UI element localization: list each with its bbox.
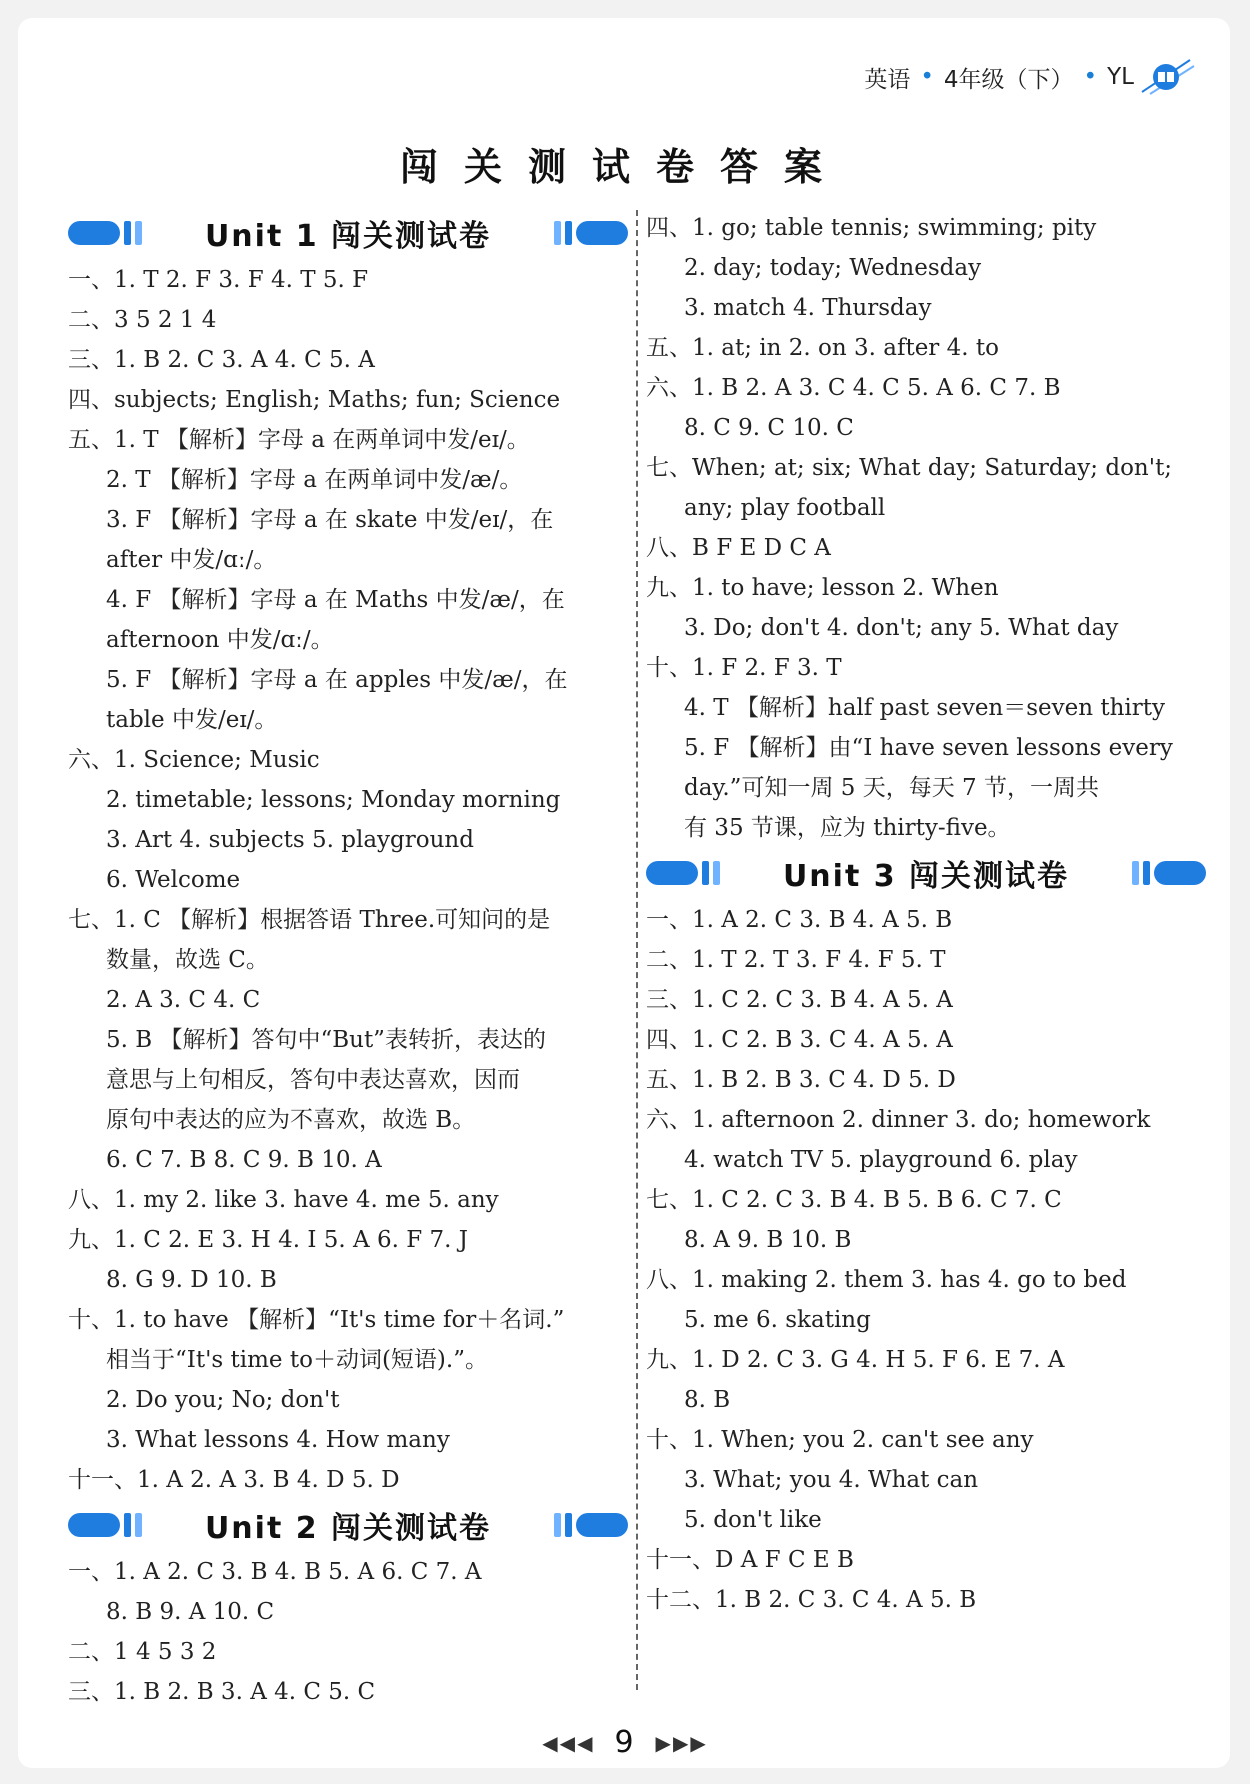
answer-line: 十一、1. A 2. A 3. B 4. D 5. D <box>68 1467 400 1493</box>
answer-line: 意思与上句相反，答句中表达喜欢，因而 <box>106 1067 520 1093</box>
answer-line: 五、1. at; in 2. on 3. after 4. to <box>646 335 999 361</box>
book-icon <box>1144 58 1182 96</box>
answer-line: 十、1. to have 【解析】“It's time for＋名词.” <box>68 1307 565 1333</box>
answer-line: 5. don't like <box>684 1507 822 1533</box>
answer-line: 6. C 7. B 8. C 9. B 10. A <box>106 1147 382 1173</box>
answer-line: 八、1. my 2. like 3. have 4. me 5. any <box>68 1187 499 1213</box>
unit-1-answers <box>68 260 628 1500</box>
column-divider <box>636 210 638 1690</box>
right-column <box>646 208 1206 1620</box>
answer-line: 2. T 【解析】字母 a 在两单词中发/æ/。 <box>106 467 523 493</box>
heading-decoration-left <box>68 1513 142 1537</box>
answer-line: 6. Welcome <box>106 867 241 893</box>
answer-line: 六、1. afternoon 2. dinner 3. do; homework <box>646 1107 1151 1133</box>
answer-line: any; play football <box>684 495 886 521</box>
answer-line: 二、3 5 2 1 4 <box>68 307 217 333</box>
edition-label: YL <box>1107 64 1134 90</box>
answer-line: 二、1 4 5 3 2 <box>68 1639 217 1665</box>
answer-line: 5. B 【解析】答句中“But”表转折，表达的 <box>106 1027 546 1053</box>
answer-line: table 中发/eɪ/。 <box>106 707 278 733</box>
answer-line: 十二、1. B 2. C 3. C 4. A 5. B <box>646 1587 977 1613</box>
heading-decoration-right <box>554 1513 628 1537</box>
answer-line: 二、1. T 2. T 3. F 4. F 5. T <box>646 947 946 973</box>
answer-line: 十、1. When; you 2. can't see any <box>646 1427 1034 1453</box>
left-column <box>68 208 628 1712</box>
unit-2-answers-part-2 <box>646 208 1206 848</box>
answer-line: 5. me 6. skating <box>684 1307 871 1333</box>
answer-line: 九、1. to have; lesson 2. When <box>646 575 999 601</box>
heading-decoration-left <box>646 861 720 885</box>
answer-line: 数量，故选 C。 <box>106 947 269 973</box>
answer-line: 8. A 9. B 10. B <box>684 1227 852 1253</box>
grade-label: 4年级（下） <box>943 66 1074 93</box>
answer-line: day.”可知一周 5 天，每天 7 节，一周共 <box>684 775 1099 801</box>
answer-line: 4. watch TV 5. playground 6. play <box>684 1147 1078 1173</box>
answer-line: 六、1. Science; Music <box>68 747 320 773</box>
answer-line: 八、1. making 2. them 3. has 4. go to bed <box>646 1267 1127 1293</box>
answer-line: 四、1. C 2. B 3. C 4. A 5. A <box>646 1027 953 1053</box>
heading-decoration-right <box>1132 861 1206 885</box>
unit-1-heading <box>68 210 628 256</box>
answer-line: 3. match 4. Thursday <box>684 295 932 321</box>
right-arrows-icon: ▶ ▶ ▶ <box>655 1730 706 1755</box>
unit-3-answers <box>646 900 1206 1620</box>
answer-line: 4. F 【解析】字母 a 在 Maths 中发/æ/，在 <box>106 587 565 613</box>
answer-line: 8. G 9. D 10. B <box>106 1267 277 1293</box>
unit-2-title: Unit 2 闯关测试卷 <box>204 1511 492 1546</box>
answer-line: 原句中表达的应为不喜欢，故选 B。 <box>106 1107 476 1133</box>
answer-line: 七、1. C 【解析】根据答语 Three.可知问的是 <box>68 907 551 933</box>
answer-line: 8. B 9. A 10. C <box>106 1599 275 1625</box>
answer-line: 2. Do you; No; don't <box>106 1387 340 1413</box>
unit-1-title: Unit 1 闯关测试卷 <box>204 219 492 254</box>
answer-line: 九、1. C 2. E 3. H 4. I 5. A 6. F 7. J <box>68 1227 468 1253</box>
answer-line: 5. F 【解析】字母 a 在 apples 中发/æ/，在 <box>106 667 568 693</box>
answer-line: 一、1. A 2. C 3. B 4. B 5. A 6. C 7. A <box>68 1559 482 1585</box>
answer-line: 五、1. T 【解析】字母 a 在两单词中发/eɪ/。 <box>68 427 530 453</box>
answer-line: 五、1. B 2. B 3. C 4. D 5. D <box>646 1067 956 1093</box>
answer-line: 3. F 【解析】字母 a 在 skate 中发/eɪ/，在 <box>106 507 554 533</box>
answer-line: 一、1. T 2. F 3. F 4. T 5. F <box>68 267 369 293</box>
unit-2-answers-part-1 <box>68 1552 628 1712</box>
page-footer <box>18 1725 1230 1760</box>
answer-line: 四、subjects; English; Maths; fun; Science <box>68 387 561 413</box>
answer-line: 六、1. B 2. A 3. C 4. C 5. A 6. C 7. B <box>646 375 1061 401</box>
answer-line: 4. T 【解析】half past seven＝seven thirty <box>684 695 1166 721</box>
answer-line: 十一、D A F C E B <box>646 1547 854 1573</box>
answer-line: 八、B F E D C A <box>646 535 831 561</box>
answer-line: 5. F 【解析】由“I have seven lessons every <box>684 735 1173 761</box>
answer-page <box>18 18 1230 1768</box>
answer-line: 三、1. B 2. C 3. A 4. C 5. A <box>68 347 375 373</box>
heading-decoration-left <box>68 221 142 245</box>
answer-line: 一、1. A 2. C 3. B 4. A 5. B <box>646 907 953 933</box>
answer-line: 8. C 9. C 10. C <box>684 415 854 441</box>
answer-line: after 中发/ɑː/。 <box>106 547 277 573</box>
answer-line: afternoon 中发/ɑː/。 <box>106 627 334 653</box>
answer-line: 四、1. go; table tennis; swimming; pity <box>646 215 1097 241</box>
answer-line: 3. Art 4. subjects 5. playground <box>106 827 474 853</box>
answer-line: 2. day; today; Wednesday <box>684 255 982 281</box>
answer-line: 3. Do; don't 4. don't; any 5. What day <box>684 615 1119 641</box>
unit-2-heading <box>68 1502 628 1548</box>
heading-decoration-right <box>554 221 628 245</box>
answer-line: 8. B <box>684 1387 731 1413</box>
page-title: 闯关测试卷答案 <box>399 145 848 189</box>
answer-line: 三、1. C 2. C 3. B 4. A 5. A <box>646 987 953 1013</box>
answer-line: 九、1. D 2. C 3. G 4. H 5. F 6. E 7. A <box>646 1347 1065 1373</box>
answer-line: 七、When; at; six; What day; Saturday; don't; <box>646 455 1173 481</box>
answer-line: 相当于“It's time to＋动词(短语).”。 <box>106 1347 488 1373</box>
answer-line: 七、1. C 2. C 3. B 4. B 5. B 6. C 7. C <box>646 1187 1062 1213</box>
answer-line: 3. What; you 4. What can <box>684 1467 979 1493</box>
subject-label: 英语 <box>864 66 911 93</box>
answer-line: 十、1. F 2. F 3. T <box>646 655 842 681</box>
page-header: 英语 • 4年级（下） • YL <box>864 58 1182 96</box>
answer-line: 3. What lessons 4. How many <box>106 1427 450 1453</box>
page-number: 9 <box>614 1725 634 1760</box>
answer-line: 2. timetable; lessons; Monday morning <box>106 787 561 813</box>
unit-3-heading <box>646 850 1206 896</box>
left-arrows-icon: ◀ ◀ ◀ <box>542 1730 593 1755</box>
answer-line: 有 35 节课，应为 thirty-five。 <box>684 815 1011 841</box>
answer-line: 2. A 3. C 4. C <box>106 987 261 1013</box>
answer-line: 三、1. B 2. B 3. A 4. C 5. C <box>68 1679 376 1705</box>
unit-3-title: Unit 3 闯关测试卷 <box>782 859 1070 894</box>
